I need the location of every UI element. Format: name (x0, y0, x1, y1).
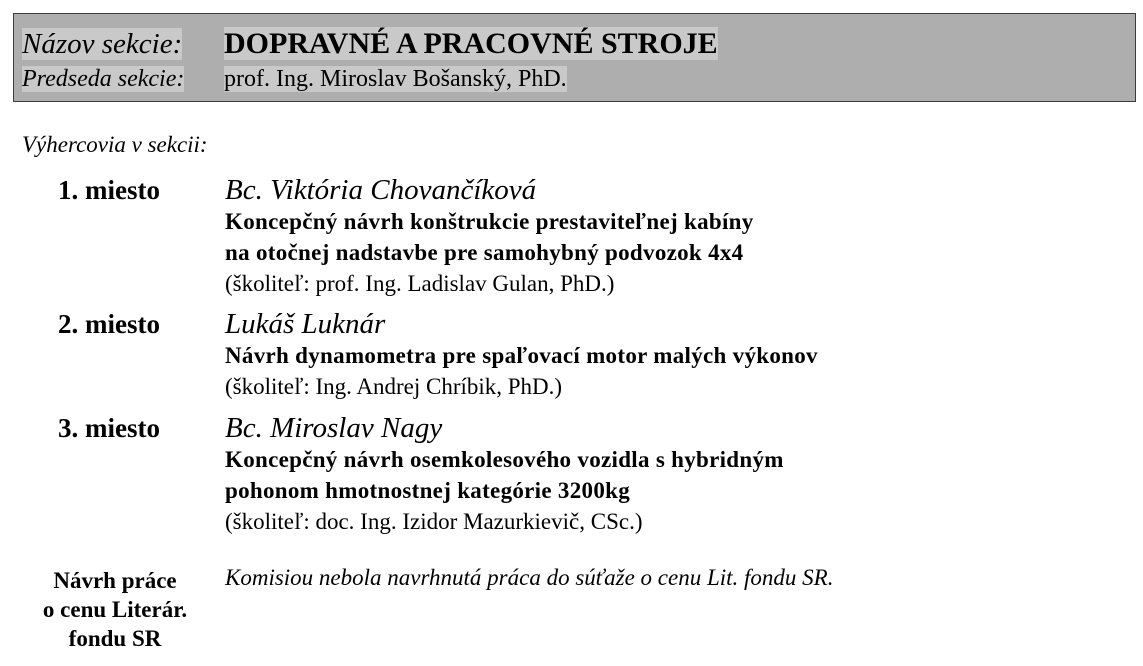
winner-3-place: 3. miesto (58, 413, 160, 443)
winner-3-supervisor: (školiteľ: doc. Ing. Izidor Mazurkievič, CSc.) (225, 509, 643, 534)
proposal-text: Komisiou nebola navrhnutá práca do súťaže o cenu Lit. fondu SR. (225, 565, 834, 590)
section-chair-label: Predseda sekcie: (22, 66, 185, 92)
winner-3-title-line-1: Koncepčný návrh osemkolesového vozidla s hybridným (225, 447, 784, 472)
proposal-label-line-1: Návrh práce (53, 568, 177, 593)
proposal-label-line-3: fondu SR (68, 626, 162, 651)
winners-title: Výhercovia v sekcii: (22, 132, 208, 157)
winner-3-title-line-2: pohonom hmotnostnej kategórie 3200kg (225, 478, 631, 503)
winner-2-place: 2. miesto (58, 309, 160, 339)
winner-2-name: Lukáš Luknár (225, 308, 386, 340)
section-chair-value: prof. Ing. Miroslav Bošanský, PhD. (224, 66, 567, 92)
winner-2-entry (225, 308, 818, 402)
winner-1-title-line-2: na otočnej nadstavbe pre samohybný podvozok 4x4 (225, 240, 744, 265)
proposal-label (20, 566, 210, 653)
winner-1-title-line-1: Koncepčný návrh konštrukcie prestaviteľnej kabíny (225, 209, 754, 234)
section-name-label: Názov sekcie: (22, 28, 183, 60)
winner-3-name: Bc. Miroslav Nagy (225, 412, 443, 444)
section-header (13, 13, 1136, 102)
winner-1-supervisor: (školiteľ: prof. Ing. Ladislav Gulan, PhD.) (225, 271, 615, 296)
winner-2-title-line-1: Návrh dynamometra pre spaľovací motor malých výkonov (225, 343, 818, 368)
winner-1-name: Bc. Viktória Chovančíková (225, 174, 537, 206)
winner-1-entry (225, 174, 754, 299)
winner-2-supervisor: (školiteľ: Ing. Andrej Chríbik, PhD.) (225, 374, 563, 399)
winner-1-place: 1. miesto (58, 175, 160, 205)
proposal-label-line-2: o cenu Literár. (42, 597, 188, 622)
winner-3-entry (225, 412, 784, 537)
section-name-value: DOPRAVNÉ A PRACOVNÉ STROJE (224, 27, 718, 60)
